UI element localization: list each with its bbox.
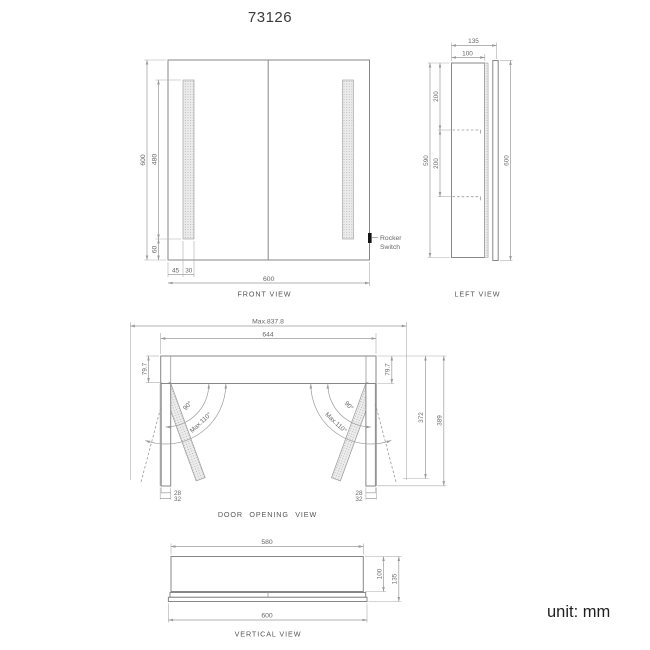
door-dim-28-32-right: [355, 488, 376, 504]
door-view-label: DOOR OPENING VIEW: [217, 510, 318, 519]
vertical-dim-600: [168, 604, 367, 623]
vertical-dim-580: [171, 539, 363, 555]
dim-text-body-width: 644: [262, 331, 274, 339]
cabinet-outline: [168, 60, 370, 260]
vertical-view-label: VERTICAL VIEW: [234, 629, 302, 639]
dim-text-open-depth: 372: [418, 412, 426, 423]
rocker-switch-mark: [368, 233, 372, 243]
side-door-edge: [485, 63, 489, 258]
switch-label-line2: Switch: [380, 244, 401, 251]
unit-label: unit: mm: [547, 603, 611, 621]
dim-text-door-thk-right: 28: [355, 490, 363, 497]
dim-text-door-thk-total-left: 32: [174, 496, 182, 503]
dim-text-door-thk-left: 28: [174, 490, 182, 497]
right-door-90: [366, 384, 377, 487]
dim-text-led-height: 480: [151, 153, 159, 166]
dim-text-led-width: 30: [185, 267, 193, 275]
vertical-dim-135: [369, 557, 402, 602]
left-door-90: [160, 384, 171, 487]
dim-text-vertical-depth-total: 135: [391, 573, 399, 585]
left-view-label: LEFT VIEW: [454, 289, 501, 299]
dim-text-led-offset: 60: [151, 245, 159, 254]
dim-text-mirror-height: 600: [503, 155, 511, 166]
left-dim-100: [452, 51, 485, 62]
dim-text-vertical-body-width: 580: [261, 539, 273, 546]
door-dim-28-32-left: [160, 488, 181, 504]
front-dim-offset-60: [152, 239, 159, 260]
angle-90-left: 90°: [182, 400, 194, 412]
left-dim-600: [500, 61, 513, 261]
door-dim-79-right: [378, 356, 447, 384]
dim-text-depth-total: 135: [468, 38, 479, 45]
dim-text-vertical-depth-body: 100: [376, 568, 384, 580]
dim-text-shelf-mid: 200: [433, 158, 441, 169]
left-view: [423, 38, 513, 299]
dim-text-depth-body: 100: [462, 50, 473, 58]
dim-text-led-inset: 45: [171, 267, 180, 275]
angle-110-right: Max.110°: [323, 411, 348, 435]
dim-text-open-depth-max: 389: [436, 415, 444, 426]
dim-text-hinge-right: 79.7: [384, 363, 392, 376]
dim-text-door-thk-total-right: 32: [355, 496, 363, 503]
left-dim-200-top: [433, 63, 451, 130]
front-view-label: FRONT VIEW: [237, 289, 292, 299]
dim-text-height: 600: [139, 154, 147, 166]
side-body-outline: [452, 63, 485, 258]
door-opening-view: [130, 319, 446, 520]
vertical-view: [168, 539, 401, 639]
drawing-title: 73126: [247, 9, 293, 26]
door-dim-372: [403, 356, 429, 479]
led-strip-left: [183, 80, 194, 239]
dim-text-hinge-left: 79.7: [141, 362, 149, 376]
door-dim-644: [161, 332, 376, 355]
vertical-mirror-layer: [168, 597, 367, 601]
dim-text-shelf-top: 200: [433, 91, 441, 102]
door-dim-79-left: [141, 356, 162, 383]
angle-110-left: Max.110°: [188, 411, 214, 435]
front-view: [140, 60, 402, 299]
dim-text-max-open: Max.837.8: [252, 318, 284, 326]
dim-text-width: 600: [263, 276, 275, 283]
switch-label-line1: Rocker: [380, 235, 402, 242]
led-strip-right: [343, 80, 354, 239]
left-dim-200-mid: [433, 130, 451, 197]
angle-90-right: 90°: [342, 400, 355, 412]
body-top-outline: [161, 356, 376, 384]
side-mirror-panel: [493, 61, 498, 261]
dim-text-vertical-width: 600: [261, 612, 273, 620]
vertical-body-outline: [171, 557, 363, 592]
dim-text-body-height: 590: [423, 155, 430, 166]
front-dim-width-600: [168, 262, 370, 286]
vertical-dim-100: [365, 557, 386, 592]
